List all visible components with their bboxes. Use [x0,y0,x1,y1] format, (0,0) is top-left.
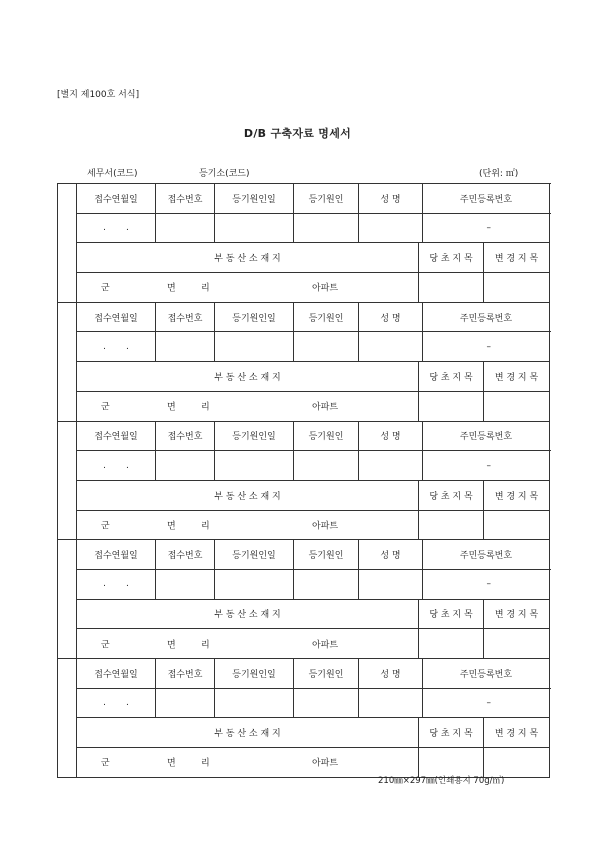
receipt-date-cell[interactable] [77,213,156,243]
receipt-no-header: 접수번호 [156,184,215,214]
original-land-category-cell[interactable] [419,510,484,540]
receipt-no-cell[interactable] [156,569,215,599]
receipt-no-header: 접수번호 [156,302,215,332]
receipt-date-cell[interactable] [77,332,156,362]
property-header-row [58,480,550,510]
apartment-label: 아파트 [312,283,339,294]
name-header: 성 명 [359,540,423,570]
changed-land-category-cell[interactable] [484,391,550,421]
records-table [57,183,550,778]
receipt-date-header: 접수연월일 [77,540,156,570]
apartment-label: 아파트 [312,640,339,651]
unit-label: (단위: ㎡) [479,169,519,179]
receipt-no-cell[interactable] [156,451,215,481]
reg-cause-cell[interactable] [294,213,359,243]
name-header: 성 명 [359,421,423,451]
apartment-label: 아파트 [312,521,339,532]
receipt-no-cell[interactable] [156,332,215,362]
changed-land-category-cell[interactable] [484,273,550,303]
property-location-cell[interactable] [77,391,419,421]
date-separator: . [126,579,129,590]
receipt-date-header: 접수연월일 [77,302,156,332]
original-land-category-header: 당 초 지 목 [419,243,484,273]
township-label: 면 [167,521,176,532]
tax-office-label: 세무서(코드) [87,169,138,179]
name-header: 성 명 [359,659,423,689]
apartment-label: 아파트 [312,758,339,769]
property-location-header: 부 동 산 소 재 지 [77,243,419,273]
original-land-category-header: 당 초 지 목 [419,480,484,510]
county-label: 군 [101,640,110,651]
date-separator: . [126,223,129,234]
village-label: 리 [201,283,210,294]
property-location-header: 부 동 산 소 재 지 [77,599,419,629]
date-separator: . [103,698,106,709]
receipt-date-header: 접수연월일 [77,421,156,451]
reg-cause-cell[interactable] [294,569,359,599]
date-separator: . [126,460,129,471]
resident-no-dash: – [486,698,491,709]
changed-land-category-header: 변 경 지 목 [484,718,550,748]
original-land-category-cell[interactable] [419,273,484,303]
name-cell[interactable] [359,451,423,481]
paper-spec-footer: 210㎜×297㎜(인쇄용지 70g/㎡) [378,776,505,786]
property-header-row [58,243,550,273]
group-margin-cell [58,659,77,778]
reg-cause-date-cell[interactable] [215,451,294,481]
reg-cause-header: 등기원인 [294,421,359,451]
header-row [58,540,550,570]
reg-cause-date-cell[interactable] [215,213,294,243]
resident-no-dash: – [486,341,491,352]
county-label: 군 [101,758,110,769]
property-value-row [58,748,550,778]
registry-label: 등기소(코드) [199,169,250,179]
reg-cause-header: 등기원인 [294,659,359,689]
property-location-cell[interactable] [77,748,419,778]
resident-no-dash: – [486,579,491,590]
reg-cause-date-cell[interactable] [215,688,294,718]
value-row [58,332,550,362]
township-label: 면 [167,758,176,769]
changed-land-category-header: 변 경 지 목 [484,599,550,629]
property-value-row [58,629,550,659]
reg-cause-cell[interactable] [294,332,359,362]
resident-no-cell[interactable] [423,451,550,481]
date-separator: . [103,579,106,590]
receipt-no-cell[interactable] [156,688,215,718]
date-separator: . [126,341,129,352]
reg-cause-date-header: 등기원인일 [215,540,294,570]
resident-no-header: 주민등록번호 [423,659,550,689]
reg-cause-date-cell[interactable] [215,332,294,362]
resident-no-header: 주민등록번호 [423,184,550,214]
header-row [58,184,550,214]
reg-cause-date-header: 등기원인일 [215,421,294,451]
property-header-row [58,362,550,392]
header-row [58,302,550,332]
date-separator: . [103,223,106,234]
receipt-date-header: 접수연월일 [77,659,156,689]
group-margin-cell [58,184,77,303]
village-label: 리 [201,758,210,769]
property-header-row [58,599,550,629]
changed-land-category-header: 변 경 지 목 [484,480,550,510]
receipt-date-cell[interactable] [77,451,156,481]
original-land-category-header: 당 초 지 목 [419,599,484,629]
property-value-row [58,510,550,540]
group-margin-cell [58,421,77,540]
changed-land-category-cell[interactable] [484,510,550,540]
changed-land-category-header: 변 경 지 목 [484,362,550,392]
receipt-no-header: 접수번호 [156,540,215,570]
reg-cause-date-header: 등기원인일 [215,184,294,214]
property-location-header: 부 동 산 소 재 지 [77,718,419,748]
form-number-label: [별지 제100호 서식] [57,90,140,100]
header-row [58,659,550,689]
county-label: 군 [101,521,110,532]
reg-cause-date-header: 등기원인일 [215,302,294,332]
name-cell[interactable] [359,332,423,362]
property-location-cell[interactable] [77,273,419,303]
changed-land-category-header: 변 경 지 목 [484,243,550,273]
village-label: 리 [201,640,210,651]
property-value-row [58,273,550,303]
date-separator: . [103,341,106,352]
receipt-no-header: 접수번호 [156,659,215,689]
original-land-category-cell[interactable] [419,629,484,659]
value-row [58,688,550,718]
reg-cause-date-cell[interactable] [215,569,294,599]
value-row [58,213,550,243]
date-separator: . [103,460,106,471]
resident-no-cell[interactable] [423,569,550,599]
township-label: 면 [167,640,176,651]
resident-no-header: 주민등록번호 [423,421,550,451]
resident-no-header: 주민등록번호 [423,540,550,570]
resident-no-cell[interactable] [423,213,550,243]
resident-no-dash: – [486,223,491,234]
original-land-category-cell[interactable] [419,391,484,421]
changed-land-category-cell[interactable] [484,748,550,778]
receipt-date-cell[interactable] [77,569,156,599]
reg-cause-cell[interactable] [294,451,359,481]
original-land-category-cell[interactable] [419,748,484,778]
village-label: 리 [201,402,210,413]
property-location-cell[interactable] [77,510,419,540]
page-title: D/B 구축자료 명세서 [243,127,352,140]
name-header: 성 명 [359,302,423,332]
village-label: 리 [201,521,210,532]
group-margin-cell [58,302,77,421]
resident-no-cell[interactable] [423,688,550,718]
group-margin-cell [58,540,77,659]
apartment-label: 아파트 [312,402,339,413]
property-location-header: 부 동 산 소 재 지 [77,480,419,510]
receipt-date-cell[interactable] [77,688,156,718]
records-body [58,184,550,778]
property-location-cell[interactable] [77,629,419,659]
name-cell[interactable] [359,213,423,243]
property-header-row [58,718,550,748]
reg-cause-header: 등기원인 [294,302,359,332]
header-row [58,421,550,451]
changed-land-category-cell[interactable] [484,629,550,659]
township-label: 면 [167,283,176,294]
original-land-category-header: 당 초 지 목 [419,718,484,748]
name-cell[interactable] [359,688,423,718]
property-location-header: 부 동 산 소 재 지 [77,362,419,392]
resident-no-dash: – [486,460,491,471]
name-header: 성 명 [359,184,423,214]
value-row [58,569,550,599]
county-label: 군 [101,402,110,413]
receipt-no-header: 접수번호 [156,421,215,451]
property-value-row [58,391,550,421]
resident-no-cell[interactable] [423,332,550,362]
county-label: 군 [101,283,110,294]
date-separator: . [126,698,129,709]
reg-cause-header: 등기원인 [294,540,359,570]
reg-cause-header: 등기원인 [294,184,359,214]
reg-cause-cell[interactable] [294,688,359,718]
value-row [58,451,550,481]
receipt-no-cell[interactable] [156,213,215,243]
name-cell[interactable] [359,569,423,599]
township-label: 면 [167,402,176,413]
resident-no-header: 주민등록번호 [423,302,550,332]
original-land-category-header: 당 초 지 목 [419,362,484,392]
reg-cause-date-header: 등기원인일 [215,659,294,689]
receipt-date-header: 접수연월일 [77,184,156,214]
